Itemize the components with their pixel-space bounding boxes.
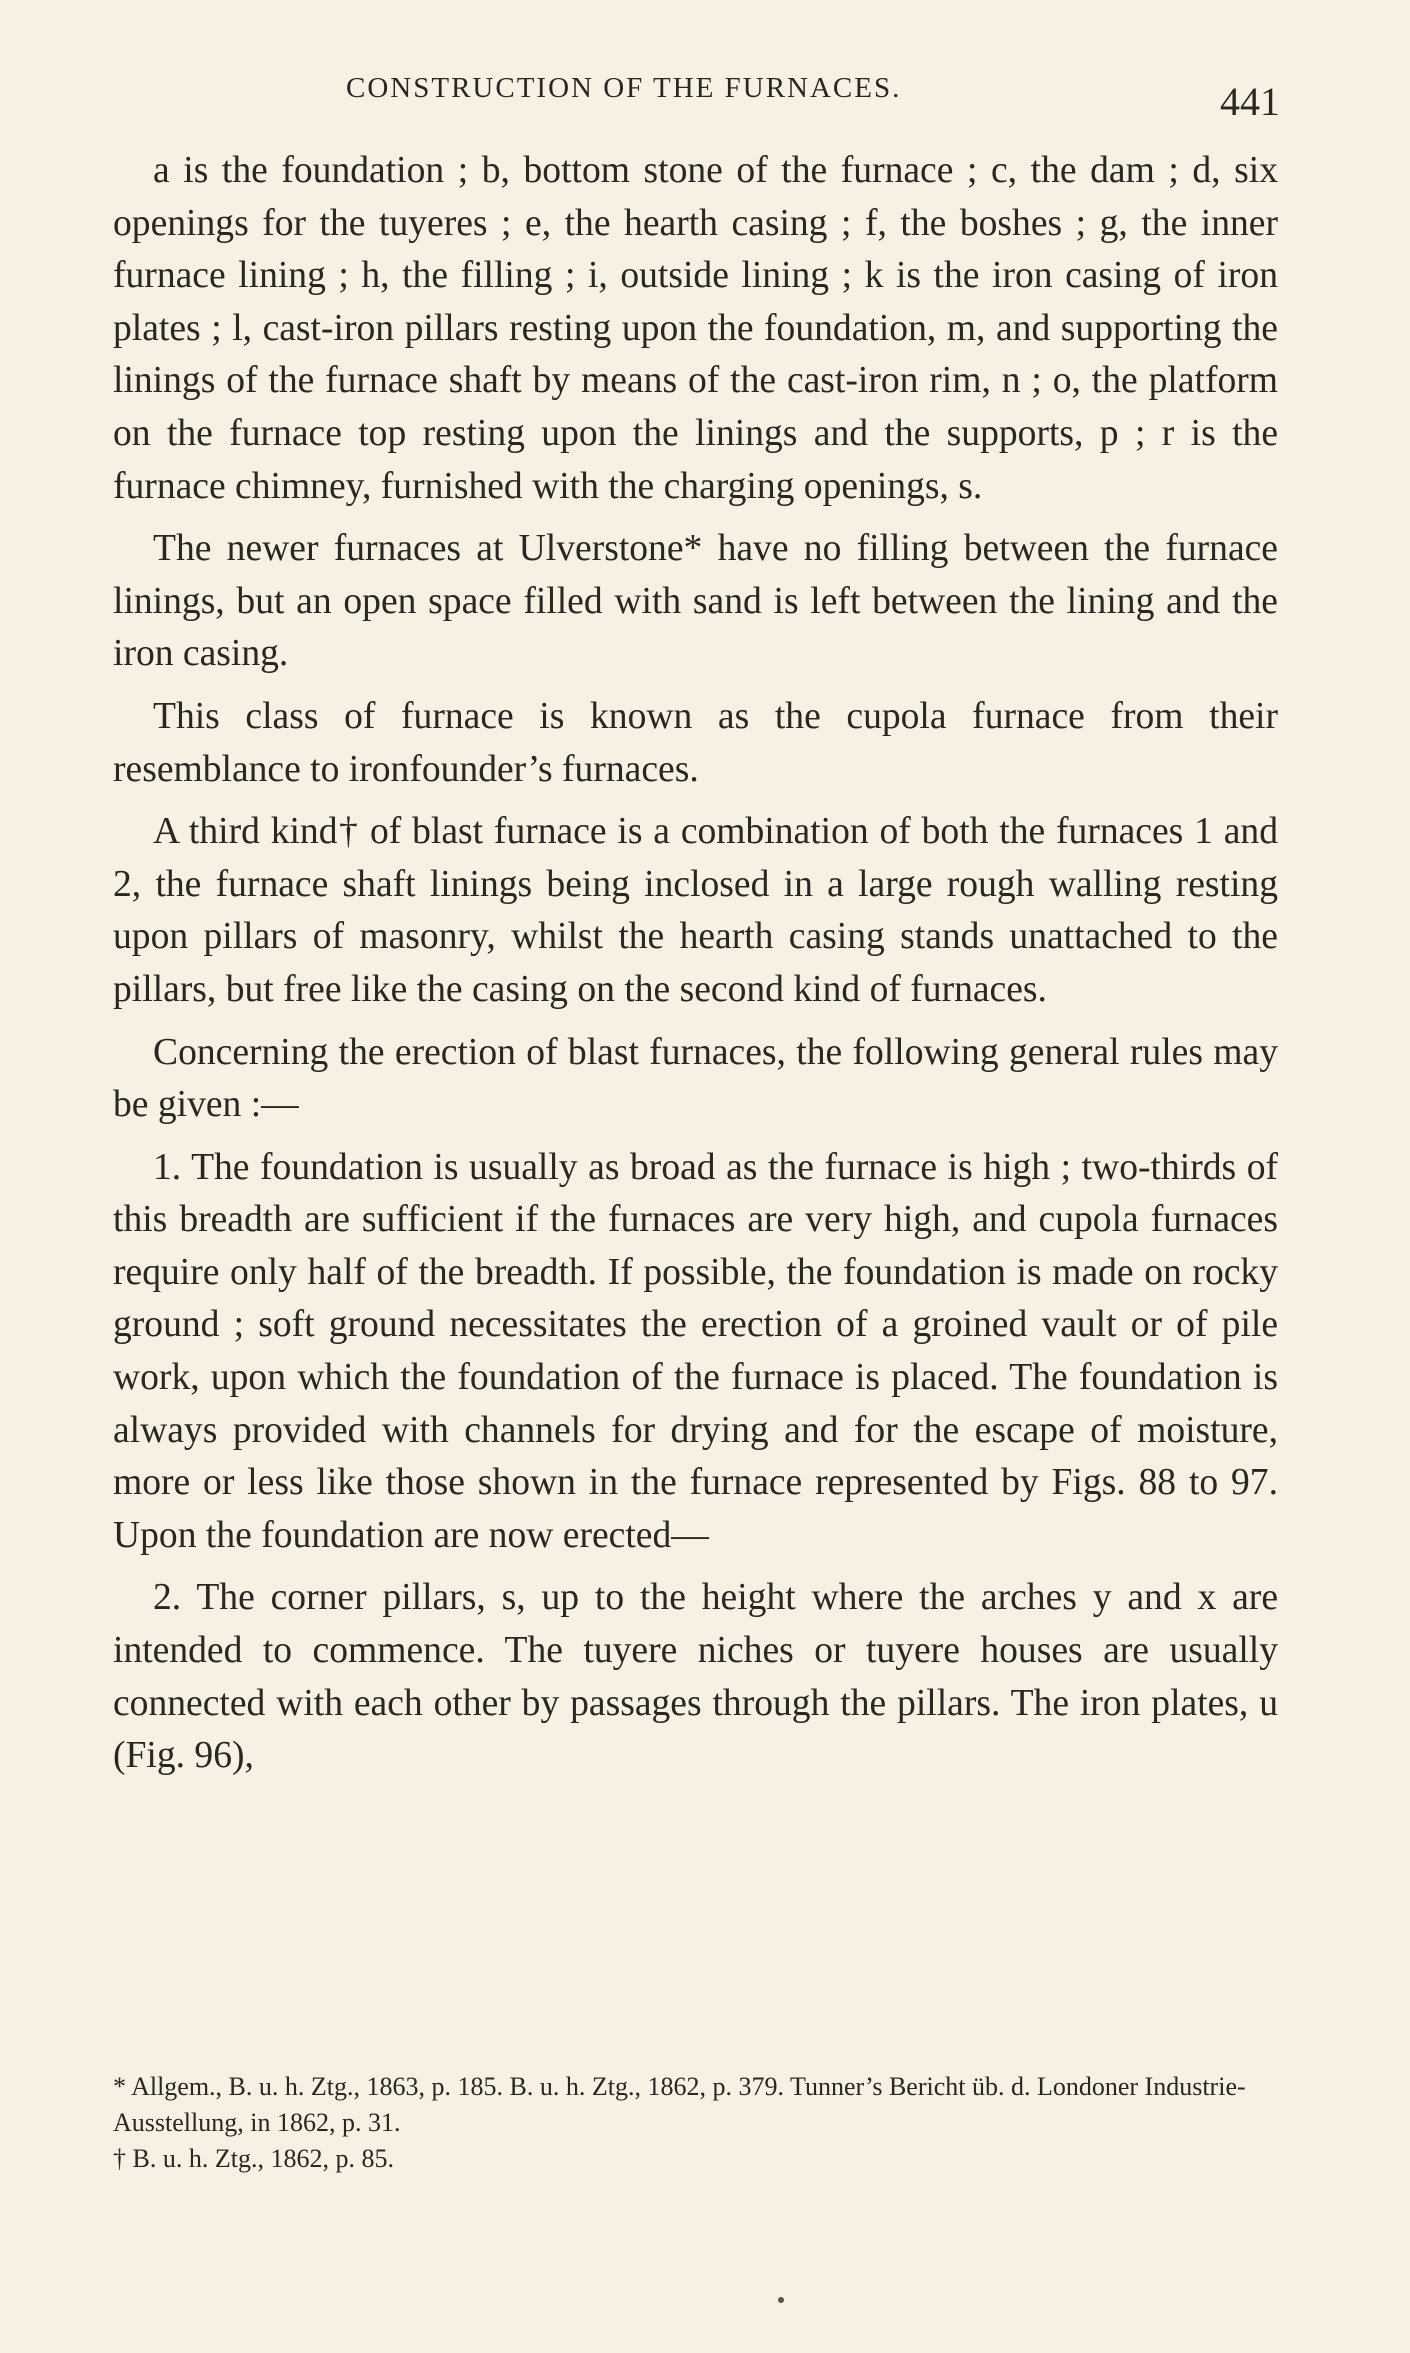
running-title: CONSTRUCTION OF THE FURNACES. (346, 72, 902, 104)
paragraph-rule-1: 1. The foundation is usually as broad as the furnace is high ; two-thirds of this breadth are sufficient if the furnaces are very high, and cupola furnaces require only half of the breadth. If possible, the foundation is made on rocky ground ; soft ground necessitates the erection of a groined vault or of pile work, upon which the foundation of the furnace is placed. The foundation is always provided with channels for drying and for the escape of moisture, more or less like those shown in the furnace represented by Figs. 88 to 97. Upon the foundation are now erected— (113, 1146, 1278, 1556)
page-number: 441 (1220, 79, 1280, 124)
body-text (113, 145, 1278, 1783)
footnote-dagger: † B. u. h. Ztg., 1862, p. 85. (113, 2144, 394, 2173)
footnote-asterisk: * Allgem., B. u. h. Ztg., 1863, p. 185. B. u. h. Ztg., 1862, p. 379. Tunner’s Bericht üb. d. Londoner Industrie-Ausstellung, in 1862, p. 31. (113, 2072, 1246, 2137)
footnotes (113, 2069, 1278, 2177)
paragraph-erection-rules: Concerning the erection of blast furnaces, the following general rules may be given :— (113, 1031, 1278, 1126)
paragraph-furnace-legend: a is the foundation ; b, bottom stone of the furnace ; c, the dam ; d, six openings for the tuyeres ; e, the hearth casing ; f, the boshes ; g, the inner furnace lining ; h, the filling ; i, outside lining ; k is the iron casing of iron plates ; l, cast-iron pillars resting upon the foundation, m, and supporting the linings of the furnace shaft by means of the cast-iron rim, n ; o, the platform on the furnace top resting upon the linings and the supports, p ; r is the furnace chimney, furnished with the charging openings, s. (113, 150, 1278, 507)
page-header (0, 72, 1410, 132)
printers-mark (778, 2297, 784, 2303)
paragraph-rule-2: 2. The corner pillars, s, up to the height where the arches y and x are intended to commence. The tuyere niches or tuyere houses are usually connected with each other by passages through the pillars. The iron plates, u (Fig. 96), (113, 1577, 1278, 1777)
paragraph-ulverstone: The newer furnaces at Ulverstone* have no filling between the furnace linings, but an open space filled with sand is left between the lining and the iron casing. (113, 528, 1278, 675)
paragraph-cupola: This class of furnace is known as the cupola furnace from their resemblance to ironfounder’s furnaces. (113, 695, 1278, 790)
paragraph-third-kind: A third kind† of blast furnace is a combination of both the furnaces 1 and 2, the furnace shaft linings being inclosed in a large rough walling resting upon pillars of masonry, whilst the hearth casing stands unattached to the pillars, but free like the casing on the second kind of furnaces. (113, 811, 1278, 1010)
